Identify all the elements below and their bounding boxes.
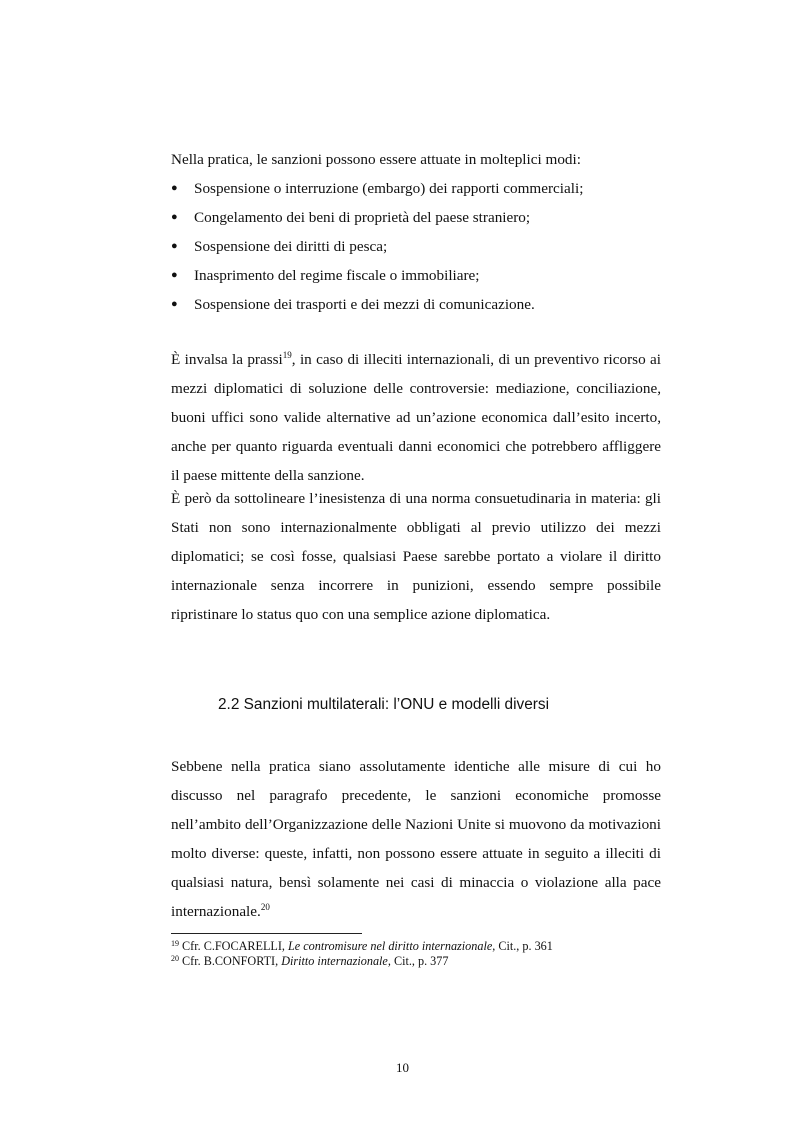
paragraph-un-sanctions [171, 752, 661, 926]
list-item [171, 232, 661, 261]
paragraph-text: Sebbene nella pratica siano assolutamente identiche alle misure di cui ho discusso nel paragrafo precedente, le sanzioni economiche promosse nell’ambito dell’Organizzazione delle Nazioni Unite si muovono da motivazioni molto diverse: queste, infatti, non possono essere attuate in seguito a illeciti di qualsiasi natura, bensì solamente nei casi di minaccia o violazione alla pace internazionale. [171, 758, 661, 920]
list-item [171, 203, 661, 232]
list-item-text: Sospensione o interruzione (embargo) dei rapporti commerciali; [194, 180, 584, 197]
footnote-19 [171, 939, 661, 954]
list-item-text: Sospensione dei diritti di pesca; [194, 238, 388, 255]
bullet-icon: ● [171, 182, 178, 194]
page-number: 10 [396, 1060, 409, 1075]
footnote-title: Diritto internazionale, [281, 953, 391, 968]
list-item-text: Inasprimento del regime fiscale o immobiliare; [194, 267, 480, 284]
footnote-number: 19 [171, 939, 179, 948]
footnote-20 [171, 954, 661, 969]
list-item-text: Sospensione dei trasporti e dei mezzi di comunicazione. [194, 296, 535, 313]
list-item [171, 174, 661, 203]
bullet-icon: ● [171, 298, 178, 310]
bullet-icon: ● [171, 211, 178, 223]
footnote-number: 20 [171, 953, 179, 963]
paragraph-text: È però da sottolineare l’inesistenza di una norma consuetudinaria in materia: gli Stati non sono internazionalmente obbligati al previo utilizzo dei mezzi diplomatici; se così fosse, qualsiasi Paese sarebbe portato a violare il diritto internazionale senza incorrere in punizioni, essendo sempre possibile ripristinare lo status quo con una semplice azione diplomatica. [171, 490, 661, 623]
footnote-citation: Cit., p. 377 [390, 953, 449, 968]
paragraph-text: È invalsa la prassi [171, 351, 283, 368]
list-item [171, 290, 661, 319]
footnote-ref-20[interactable]: 20 [260, 902, 270, 912]
footnote-author: Cfr. B.CONFORTI, [182, 953, 282, 968]
footnote-citation: , Cit., p. 361 [492, 939, 553, 953]
paragraph-diplomatic-practice [171, 345, 661, 490]
footnote-author: Cfr. C.FOCARELLI, [182, 939, 289, 953]
bullet-icon: ● [171, 269, 178, 281]
sanction-methods-list [171, 174, 661, 319]
intro-sentence: Nella pratica, le sanzioni possono essere attuate in molteplici modi: [171, 151, 581, 168]
section-heading: 2.2 Sanzioni multilaterali: l’ONU e modelli diversi [218, 696, 550, 713]
paragraph-customary-norm [171, 484, 661, 629]
footnote-ref-19[interactable]: 19 [282, 350, 292, 360]
bullet-icon: ● [171, 240, 178, 252]
footnote-divider [171, 933, 362, 934]
footnotes [171, 939, 661, 968]
paragraph-text: , in caso di illeciti internazionali, di un preventivo ricorso ai mezzi diplomatici di soluzione delle controversie: mediazione, conciliazione, buoni uffici sono valide alternative ad un’azione economica dall’esito incerto, anche per quanto riguarda eventuali danni economici che potrebbero affliggere il paese mittente della sanzione. [171, 351, 661, 484]
footnote-title: Le contromisure nel diritto internazionale [288, 939, 493, 953]
list-item [171, 261, 661, 290]
list-item-text: Congelamento dei beni di proprietà del paese straniero; [194, 209, 531, 226]
